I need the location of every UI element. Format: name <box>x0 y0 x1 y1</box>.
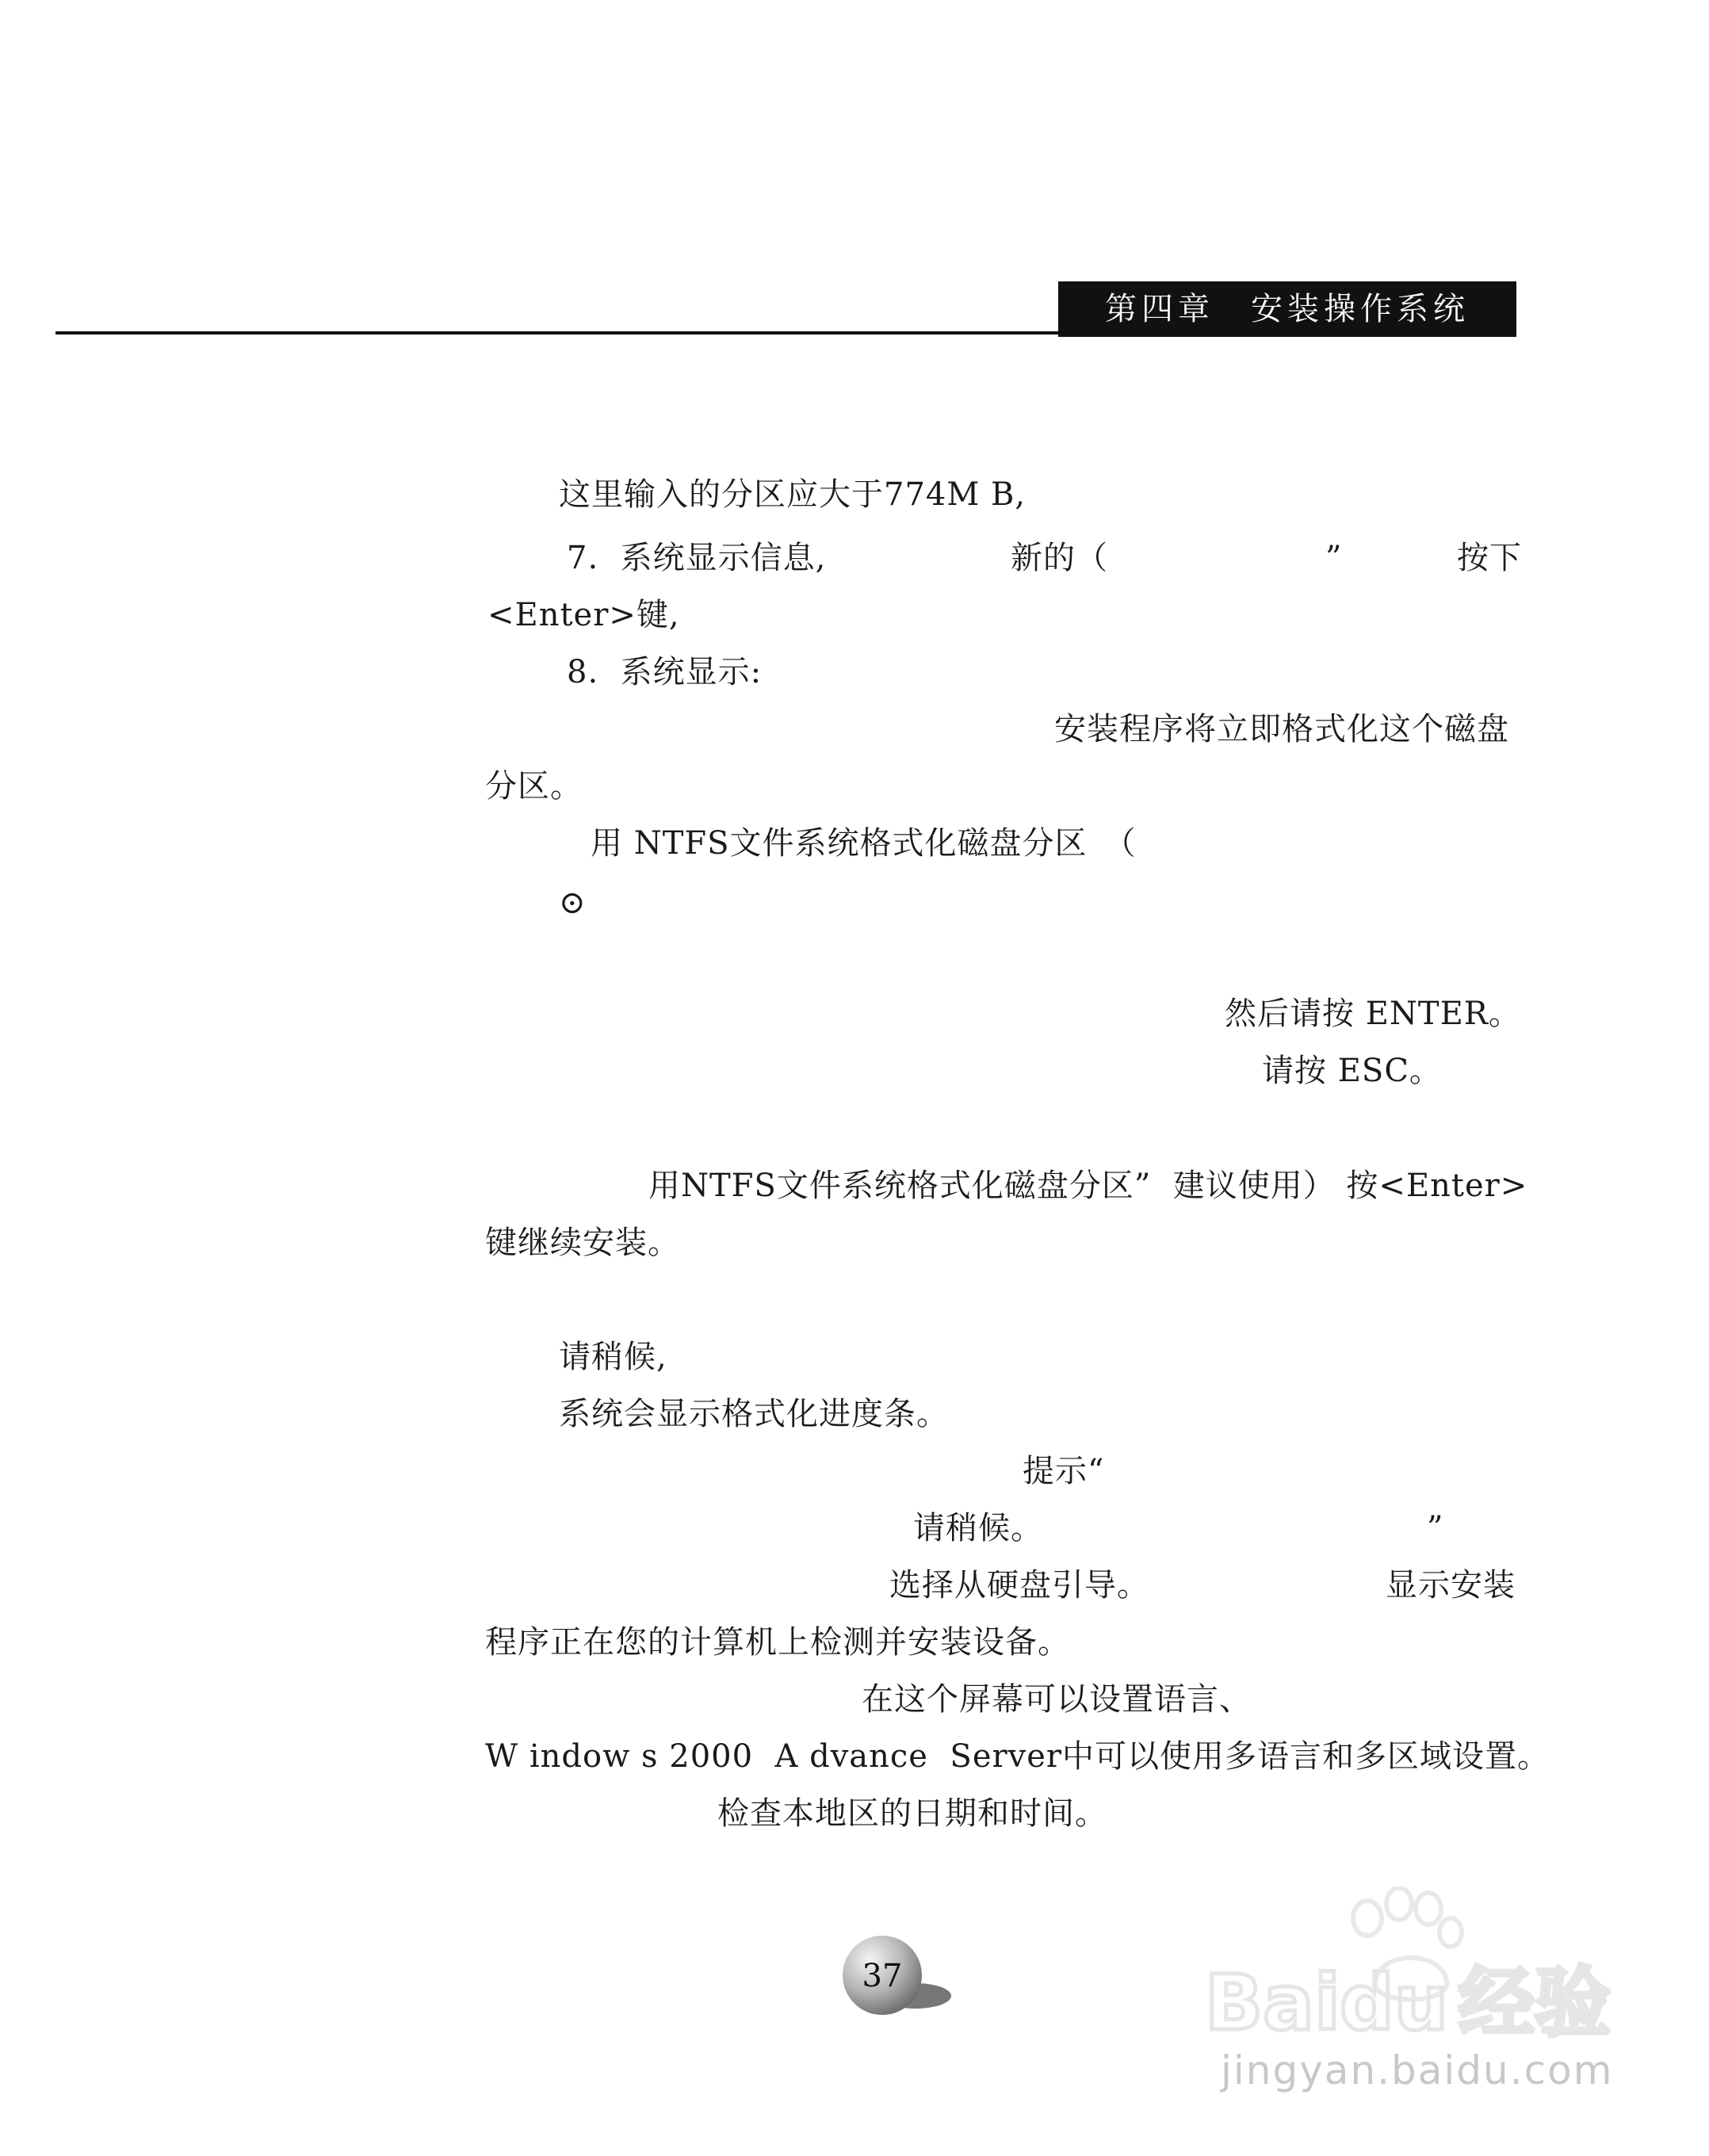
text-line: ” <box>1325 540 1343 576</box>
text-line: 新的（ <box>1011 540 1108 576</box>
text-line: 显示安装 <box>1386 1567 1516 1604</box>
text-line: W indow s 2000 A dvance Server中可以使用多语言和多区域设置。 <box>485 1738 1550 1775</box>
text-line: <Enter>键, <box>487 597 680 633</box>
text-line: 这里输入的分区应大于774M B, <box>559 476 1027 513</box>
text-line: 程序正在您的计算机上检测并安装设备。 <box>485 1624 1070 1661</box>
text-line: 7. 系统显示信息, <box>567 540 827 576</box>
text-line: 请稍候, <box>559 1339 667 1375</box>
text-line: 用 NTFS文件系统格式化磁盘分区 （ <box>591 825 1137 862</box>
svg-text:du: du <box>1340 1959 1449 2047</box>
text-line: ” <box>1427 1510 1444 1546</box>
text-line: 然后请按 ENTER。 <box>1225 996 1521 1032</box>
text-line: 按下 <box>1457 540 1522 576</box>
chapter-title: 第四章 安装操作系统 <box>1058 281 1516 337</box>
text-line: 安装程序将立即格式化这个磁盘 <box>1054 711 1509 747</box>
text-line: 选择从硬盘引导。 <box>889 1567 1149 1604</box>
text-line: 检查本地区的日期和时间。 <box>717 1795 1107 1832</box>
text-line: 分区。 <box>485 768 583 805</box>
text-line: 请按 ESC。 <box>1262 1053 1442 1089</box>
text-line: 用NTFS文件系统格式化磁盘分区” 建议使用） 按<Enter> <box>648 1168 1528 1204</box>
page-number: 37 <box>862 1958 903 1994</box>
text-line: ⊙ <box>559 885 587 921</box>
text-line: 在这个屏幕可以设置语言、 <box>862 1681 1252 1718</box>
text-line: 提示“ <box>1023 1453 1105 1489</box>
text-line: 请稍候。 <box>913 1510 1043 1546</box>
header-rule <box>55 331 1086 334</box>
text-line: 键继续安装。 <box>485 1225 680 1261</box>
svg-text:Bai: Bai <box>1205 1959 1340 2047</box>
text-line: 系统会显示格式化进度条。 <box>559 1396 949 1432</box>
text-line: 8. 系统显示: <box>567 654 763 690</box>
page-number-badge <box>828 1934 955 2021</box>
svg-text:经验: 经验 <box>1459 1959 1611 2047</box>
watermark-url: jingyan.baidu.com <box>1221 2047 1614 2093</box>
